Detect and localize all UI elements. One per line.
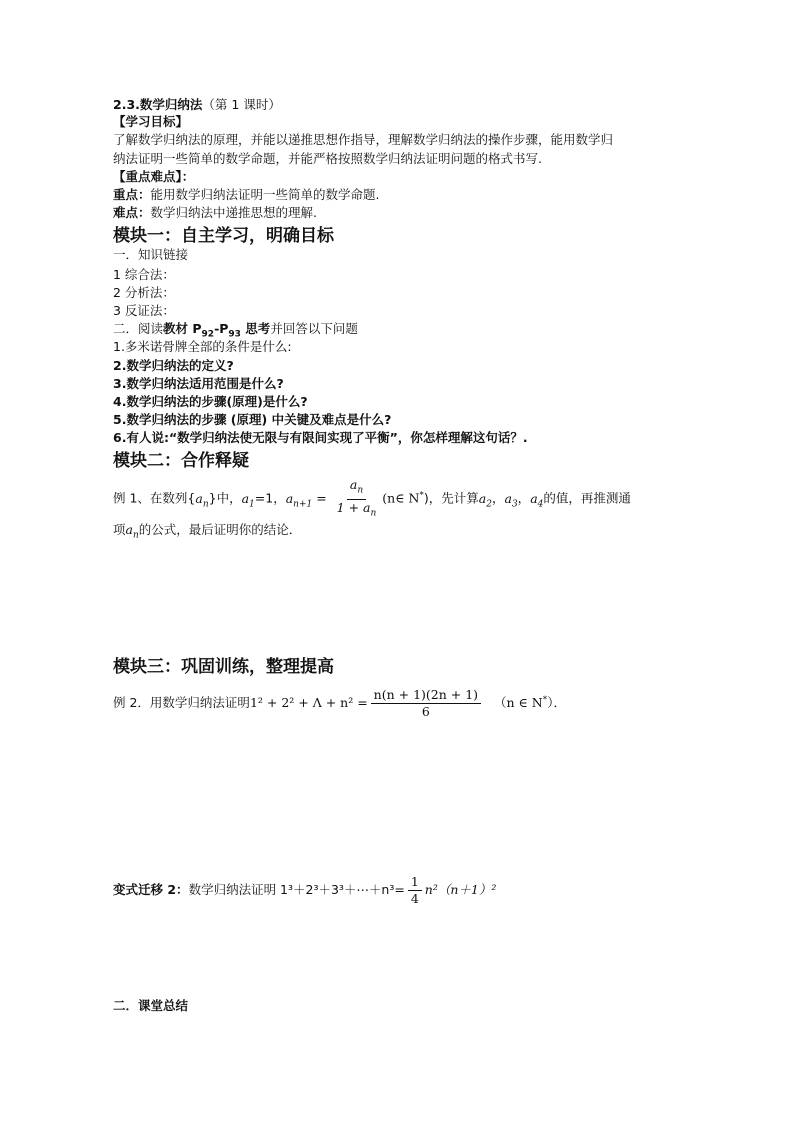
module1-item-3: 3 反证法： bbox=[113, 303, 175, 318]
ex2-condition-star: * bbox=[542, 695, 548, 705]
recurrence-fraction: $\frac{a_n}{1 + a_n}$ bbox=[336, 477, 377, 518]
module3-heading: 模块三：巩固训练，整理提高 bbox=[113, 657, 334, 677]
module1-item-1: 1 综合法： bbox=[113, 267, 175, 282]
difficulty-text: 数学归纳法中递推思想的理解. bbox=[150, 205, 317, 220]
question-6: 6.有人说:“数学归纳法使无限与有限间实现了平衡”，你怎样理解这句话？. bbox=[113, 430, 528, 445]
variation-line bbox=[113, 875, 496, 906]
variation-text: 数学归纳法证明 1³＋2³＋3³＋⋯＋n³= bbox=[188, 882, 405, 897]
module2-heading: 模块二：合作释疑 bbox=[113, 451, 249, 471]
variation-tail: n²（n＋1）² bbox=[424, 882, 497, 897]
summary-heading: 二．课堂总结 bbox=[113, 998, 189, 1013]
section2-suffix: 并回答以下问题 bbox=[270, 321, 358, 336]
variation-fraction: $\frac{1}{4}$ bbox=[408, 875, 422, 906]
goals-line-2: 纳法证明一些简单的数学命题，并能严格按照数学归纳法证明问题的格式书写. bbox=[113, 151, 542, 166]
module1-section1: 一．知识链接 bbox=[113, 247, 189, 262]
ex1-line2-b: 的公式，最后证明你的结论． bbox=[138, 522, 302, 537]
var-a-2: $a_2$ bbox=[478, 490, 492, 509]
question-1: 1.多米诺骨牌全部的条件是什么: bbox=[113, 339, 292, 354]
ex2-lhs: 1² + 2² + Λ + n² = bbox=[249, 695, 368, 711]
question-3: 3.数学归纳法适用范围是什么? bbox=[113, 376, 284, 391]
goals-line-1: 了解数学归纳法的原理，并能以递推思想作指导，理解数学归纳法的操作步骤，能用数学归 bbox=[113, 132, 614, 147]
question-2: 2.数学归纳法的定义? bbox=[113, 358, 234, 373]
focus-label: 重点： bbox=[113, 187, 151, 202]
ex1-part-b: }中， bbox=[208, 490, 242, 506]
ex2-condition: （n ∈ N bbox=[494, 695, 543, 711]
question-5: 5.数学归纳法的步骤 (原理) 中关键及难点是什么? bbox=[113, 412, 392, 427]
var-a-3: $a_3$ bbox=[504, 490, 518, 509]
title-name: 数学归纳法 bbox=[139, 97, 203, 112]
section2-page-end: 93 bbox=[228, 329, 241, 340]
module1-item-2: 2 分析法： bbox=[113, 285, 175, 300]
ex1-condition-star: * bbox=[419, 490, 424, 501]
ex2-prefix: 例 2．用数学归纳法证明 bbox=[113, 695, 250, 711]
variation-label: 变式迁移 2： bbox=[113, 882, 189, 897]
var-a-n-general: $a_n$ bbox=[125, 522, 139, 541]
ex2-fraction: $\frac{n(n + 1)(2n + 1)}{6}$ bbox=[371, 688, 481, 719]
ex1-part-d: )，先计算 bbox=[423, 490, 479, 506]
section2-think: 思考 bbox=[240, 321, 271, 336]
example2-line bbox=[113, 683, 566, 720]
example1-line-1: 例 1、在数列$\{a_n\}$中，$a_1=1$，$a_{n+1}$ = $\frac{a_n}{1 + a_n}$ (n∈ N*)，先计算$a_2$，$a_3$，$a_4$的值，再推测通 bbox=[113, 477, 631, 518]
module1-heading: 模块一：自主学习，明确目标 bbox=[113, 226, 334, 246]
var-a-n: $a_n$ bbox=[195, 490, 209, 509]
example1-line-2 bbox=[113, 521, 301, 545]
focus-text: 能用数学归纳法证明一些简单的数学命题. bbox=[150, 187, 380, 202]
ex2-condition-end: ）． bbox=[547, 695, 566, 711]
keypoints-heading: 【重点难点】： bbox=[113, 169, 195, 184]
var-a-n1: $a_{n+1}$ bbox=[285, 490, 313, 509]
difficulty-label: 难点： bbox=[113, 205, 151, 220]
goals-heading: 【学习目标】 bbox=[113, 114, 189, 129]
section2-page-start: 92 bbox=[201, 329, 215, 340]
title-number: 2.3. bbox=[113, 97, 140, 112]
question-4: 4.数学归纳法的步骤(原理)是什么? bbox=[113, 394, 308, 409]
ex1-line2-a: 项 bbox=[113, 522, 126, 537]
ex1-condition: (n∈ N bbox=[382, 490, 420, 506]
ex1-part-c: =1， bbox=[254, 490, 286, 506]
ex1-part-a: 例 1、在数列{ bbox=[113, 490, 196, 506]
var-a-4: $a_4$ bbox=[530, 490, 544, 509]
var-a-1: $a_1$ bbox=[241, 490, 255, 509]
ex1-part-e: 的值，再推测通 bbox=[543, 490, 631, 506]
difficulty-line bbox=[113, 204, 317, 221]
section2-book: 教材 P bbox=[163, 321, 202, 336]
title-session: （第 1 课时） bbox=[202, 97, 281, 112]
focus-line bbox=[113, 186, 380, 203]
section2-prefix: 二．阅读 bbox=[113, 321, 164, 336]
section2-dash: -P bbox=[214, 321, 229, 336]
page-title bbox=[113, 96, 281, 113]
